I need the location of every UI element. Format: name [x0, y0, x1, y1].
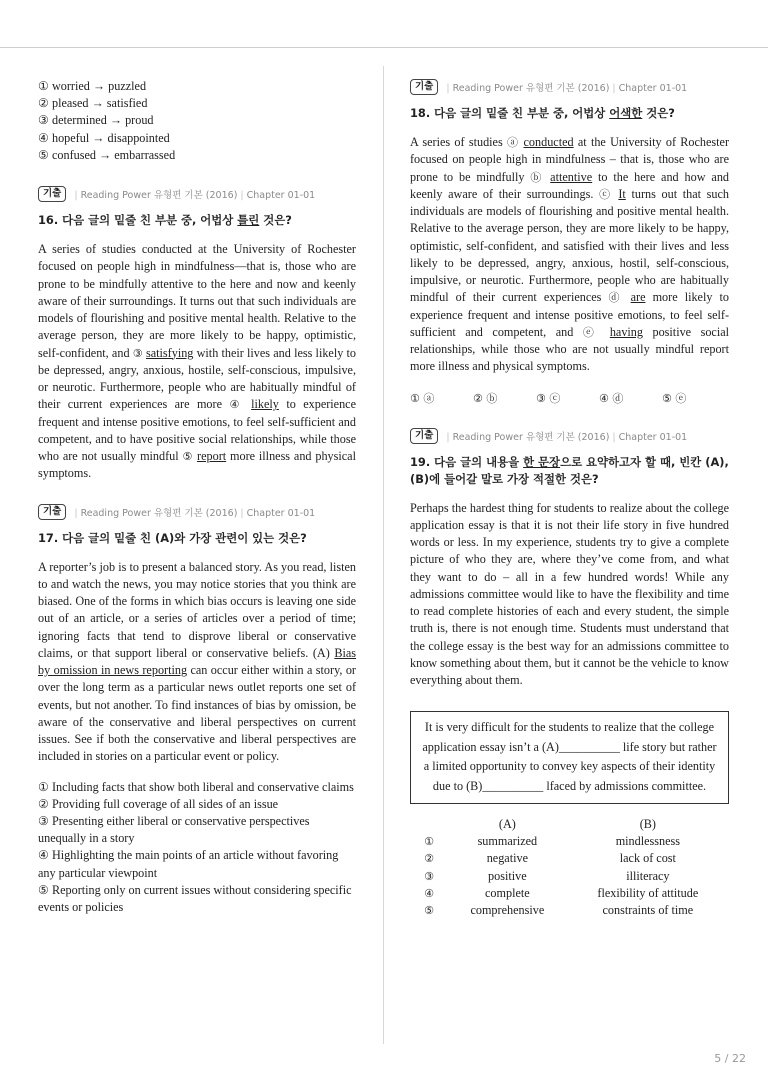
option-2: ② pleased → satisfied: [38, 96, 148, 111]
q17-source-tag: [38, 503, 356, 521]
q16-source-tag: [38, 185, 356, 203]
option-1: ① worried → puzzled: [38, 79, 147, 93]
choice-5: ⑤ ⓔ: [662, 391, 687, 405]
source-label: | Reading Power 유형편 기본 (2016) | Chapter 01-01: [446, 431, 688, 443]
left-column: [38, 78, 356, 916]
q15-options: [38, 78, 356, 164]
page-number: 5 / 22: [714, 1052, 746, 1065]
table-row: ① summarized mindlessness: [424, 833, 681, 848]
table-row: ③ positive illiteracy: [424, 868, 670, 883]
option-5: ⑤ Reporting only on current issues without considering specific events or policies: [38, 882, 352, 914]
q16-passage: A series of studies conducted at the University of Rochester focused on people high in mindfulness—that is, those who are prone to be mindfully attentive to the here and now and keenly aware of their surroundings. It turns out that such individuals are models of flourishing and positive mental health. Relative to the average person, they are more likely to be happy, optimistic, self-confident, and ③ satisfying with their lives and less likely to be depressed, angry, anxious, hostile, self-conscious, impulsive, or neurotic. Furthermore, people who are habitually mindful of their current experiences are more ④ likely to experience frequent and intense positive emotions, to feel self-sufficient and competent, and to have positive social relationships, while those who are not usually mindful ⑤ report more illness and physical symptoms.: [38, 242, 357, 481]
table-row: ⑤ comprehensive constraints of time: [424, 903, 694, 918]
column-divider: [383, 66, 384, 1044]
q18-choices: [410, 389, 729, 407]
choice-4: ④ ⓓ: [599, 391, 624, 405]
q17-passage: A reporter’s job is to present a balanced story. As you read, listen to and watch the news, you may notice stories that you think are biased. One of the forms in which bias occurs is leaving one side out of an article, or a series of articles over a period of time; ignoring facts that tend to disprove liberal or conservative claims, or that support liberal or conservative beliefs. (A) Bias by omission in news reporting can occur either within a story, or over the long term as a particular news outlet reports one set of events, but not another. To find instances of bias by omission, be aware of the conservative and liberal perspectives on current issues. See if both the conservative and liberal perspectives are included in stories on a particular event or policy.: [38, 559, 356, 764]
option-4: ④ Highlighting the main points of an article without favoring any particular viewpoint: [38, 848, 339, 880]
exam-badge: 기출: [410, 79, 438, 95]
q19-summary-box: It is very difficult for the students to realize that the college application essay isn’t a (A)__________ life story but rather a limited opportunity to convey key aspects of their identity due to (B)__________ lfaced by admissions committee.: [410, 711, 729, 803]
choice-2: ② ⓑ: [473, 391, 498, 405]
q18-title: 18. 다음 글의 밑줄 친 부분 중, 어법상 어색한 것은?: [410, 106, 675, 120]
exam-badge: 기출: [38, 186, 66, 202]
table-row: ④ complete flexibility of attitude: [424, 885, 699, 900]
source-label: | Reading Power 유형편 기본 (2016) | Chapter 01-01: [74, 507, 316, 519]
exam-badge: 기출: [410, 428, 438, 444]
choice-1: ① ⓐ: [410, 391, 435, 405]
column-a-header: (A): [498, 816, 516, 831]
column-b-header: (B): [639, 816, 656, 831]
q19-answer-table: [410, 816, 729, 920]
q16-title: 16. 다음 글의 밑줄 친 부분 중, 어법상 틀린 것은?: [38, 213, 292, 228]
q19-title: 19. 다음 글의 내용을 한 문장으로 요약하고자 할 때, 빈칸 (A), (B)에 들어갈 말로 가장 적절한 것은?: [410, 454, 729, 486]
q17-options: [38, 779, 356, 917]
option-5: ⑤ confused → embarrassed: [38, 147, 176, 162]
option-3: ③ determined → proud: [38, 113, 154, 128]
right-column: [410, 78, 729, 919]
exam-badge: 기출: [38, 504, 66, 520]
choice-3: ③ ⓒ: [536, 391, 561, 405]
option-1: ① Including facts that show both liberal and conservative claims: [38, 779, 354, 794]
option-2: ② Providing full coverage of all sides of an issue: [38, 796, 279, 811]
q18-passage: A series of studies ⓐ conducted at the University of Rochester focused on people high in mindfulness – that is, those who are prone to be mindfully ⓑ attentive to the here and how and keenly aware of their surroundings. ⓒ It turns out that such individuals are models of flourishing and positive mental health. Relative to the average person, they are more likely to be happy, optimistic, self-confident, and satisfied with their lives and less likely to be depressed, angry, anxious, hostil, self-conscious, impulsive, or neurotic. Furthermore, people who are habitually mindful of their current experiences ⓓ are more likely to experience frequent and intense positive emotions, to feel self-sufficient and competent, and ⓔ having positive social relationships, while those who are not usually mindful report more illness and physical symptoms.: [410, 135, 730, 374]
header-rule: [0, 47, 768, 48]
q19-passage: Perhaps the hardest thing for students to realize about the college application essay is that it is not their life story in five hundred words or less. In my experience, students try to give a complete picture of who they are, where they’ve come from, and what they want to do – all in a few hundred words! While any admissions committee would like to have the flexibility and time to read complete histories of each and every student, the simple truth is, there is not enough time. Students must understand that the college essay is the best way for an admissions committee to know something about them, but it cannot be the vehicle to know everything about them.: [410, 500, 729, 687]
option-4: ④ hopeful → disappointed: [38, 130, 170, 145]
table-header-row: [410, 816, 729, 833]
source-label: | Reading Power 유형편 기본 (2016) | Chapter 01-01: [74, 190, 316, 202]
q19-source-tag: [410, 427, 729, 445]
source-label: | Reading Power 유형편 기본 (2016) | Chapter 01-01: [446, 83, 688, 94]
table-row: ② negative lack of cost: [424, 851, 676, 866]
q17-title: 17. 다음 글의 밑줄 친 (A)와 가장 관련이 있는 것은?: [38, 530, 307, 545]
option-3: ③ Presenting either liberal or conservative perspectives unequally in a story: [38, 813, 310, 846]
q18-source-tag: [410, 78, 729, 96]
